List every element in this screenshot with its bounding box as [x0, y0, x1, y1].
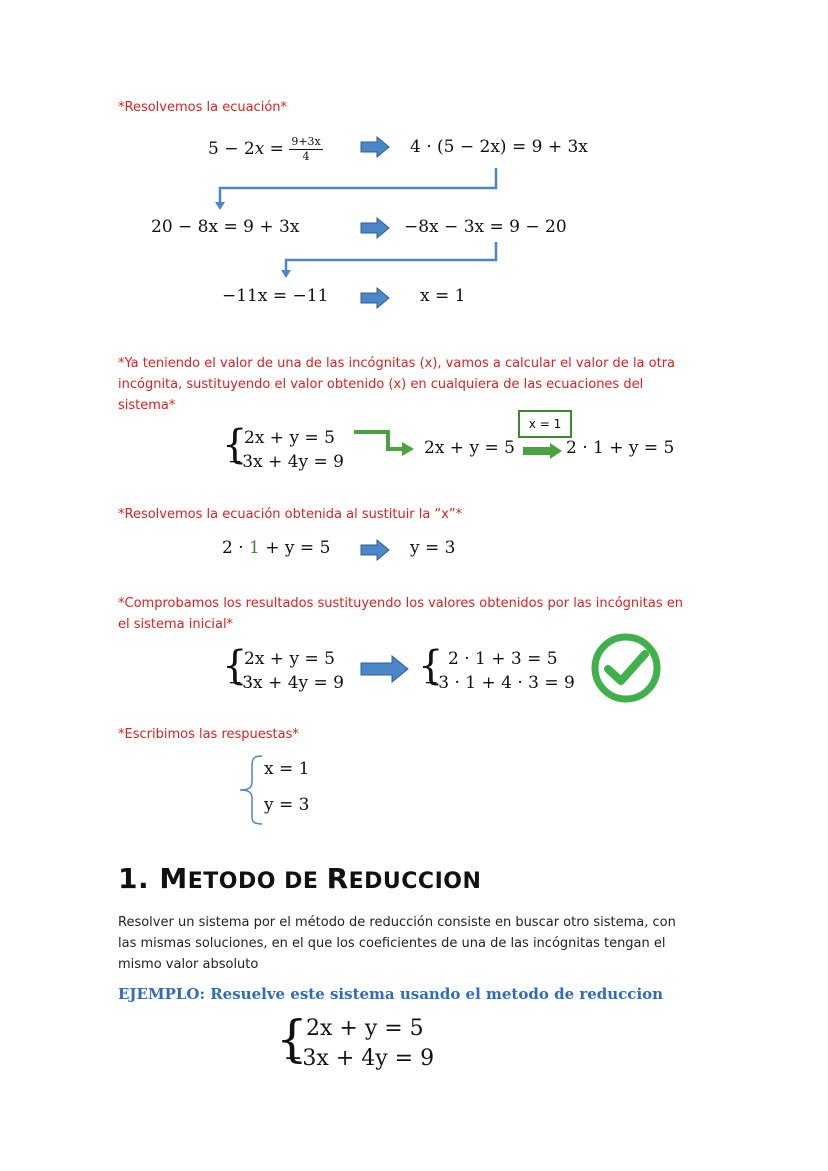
- heading-rest-2: EDUCCION: [348, 869, 482, 894]
- system-4: [228, 647, 344, 695]
- check-line-2: −3 · 1 + 4 · 3 = 9: [424, 673, 575, 693]
- eq-part-b: + y = 5: [259, 538, 331, 558]
- system-2: [228, 426, 344, 474]
- check-line-1: 2 · 1 + 3 = 5: [448, 649, 558, 669]
- eq-part-a: 2 ·: [222, 538, 250, 558]
- equation-3-right: x = 1: [420, 286, 466, 306]
- x-value-box: x = 1: [518, 410, 572, 438]
- note-substitute: *Ya teniendo el valor de una de las incógnitas (x), vamos a calcular el valor de la otra incógnita, sustituyendo el valor obtenido (x) en cualquiera de las ecuaciones del sistema*: [118, 356, 676, 413]
- connector-arrow-icon: [278, 240, 502, 280]
- section-heading: [118, 862, 481, 895]
- equation-2-left: 20 − 8x = 9 + 3x: [151, 217, 300, 237]
- connector-arrow-icon: [212, 166, 502, 212]
- answer-x: x = 1: [264, 759, 310, 779]
- system-4-line-1: 2x + y = 5: [244, 649, 335, 669]
- heading-cap-2: R: [326, 862, 349, 895]
- heading-rest-1: ETODO DE: [187, 869, 327, 894]
- green-arrow-icon: [522, 442, 564, 460]
- heading-number: 1.: [118, 862, 150, 895]
- green-arrow-icon: [352, 428, 416, 458]
- equation-substituted: [222, 538, 330, 558]
- eq1-frac-num: 9+3x: [291, 135, 321, 148]
- note-solve-obtained: *Resolvemos la ecuación obtenida al sustituir la “x”*: [118, 507, 463, 522]
- example-line-1: 2x + y = 5: [306, 1016, 424, 1041]
- eq1-left-a: 5 − 2: [208, 139, 255, 159]
- equation-1-right: 4 · (5 − 2x) = 9 + 3x: [410, 137, 588, 157]
- right-arrow-icon: [360, 655, 410, 683]
- y-result: y = 3: [410, 538, 456, 558]
- brace-icon: {: [222, 422, 248, 468]
- example-line-2: −3x + 4y = 9: [284, 1046, 435, 1071]
- brace-icon: {: [276, 1010, 308, 1068]
- picked-equation: 2x + y = 5: [424, 438, 515, 458]
- check-system: [424, 647, 575, 695]
- method-description: Resolver un sistema por el método de reducción consiste en buscar otro sistema, con las mismas soluciones, en el que los coeficientes de una de las incógnitas tengan el mismo valor absoluto: [118, 915, 676, 972]
- note-solve-equation: *Resolvemos la ecuación*: [118, 100, 288, 115]
- eq-green-value: 1: [249, 538, 260, 558]
- answer-y: y = 3: [264, 795, 310, 815]
- equation-1-left: [208, 135, 323, 164]
- brace-icon: {: [418, 643, 444, 689]
- eq1-frac-den: 4: [302, 150, 310, 163]
- heading-cap-1: M: [159, 862, 188, 895]
- system-2-line-2: −3x + 4y = 9: [228, 452, 344, 472]
- system-4-line-2: −3x + 4y = 9: [228, 673, 344, 693]
- right-arrow-icon: [360, 136, 390, 158]
- brace-icon: {: [222, 643, 248, 689]
- brace-icon: [236, 752, 266, 828]
- equation-2-right: −8x − 3x = 9 − 20: [404, 217, 567, 237]
- substituted-equation: 2 · 1 + y = 5: [566, 438, 675, 458]
- example-label: EJEMPLO: Resuelve este sistema usando el metodo de reduccion: [118, 985, 664, 1003]
- eq1-left-var: x: [254, 139, 265, 159]
- eq1-left-b: =: [264, 139, 290, 159]
- equation-3-left: −11x = −11: [222, 286, 329, 306]
- example-system: [284, 1014, 434, 1074]
- note-verify: *Comprobamos los resultados sustituyendo los valores obtenidos por las incógnitas en el sistema inicial*: [118, 596, 683, 632]
- right-arrow-icon: [360, 539, 390, 561]
- right-arrow-icon: [360, 287, 390, 309]
- system-2-line-1: 2x + y = 5: [244, 428, 335, 448]
- check-circle-icon: [590, 632, 662, 704]
- eq1-fraction: [289, 135, 322, 164]
- right-arrow-icon: [360, 217, 390, 239]
- note-answers: *Escribimos las respuestas*: [118, 727, 299, 742]
